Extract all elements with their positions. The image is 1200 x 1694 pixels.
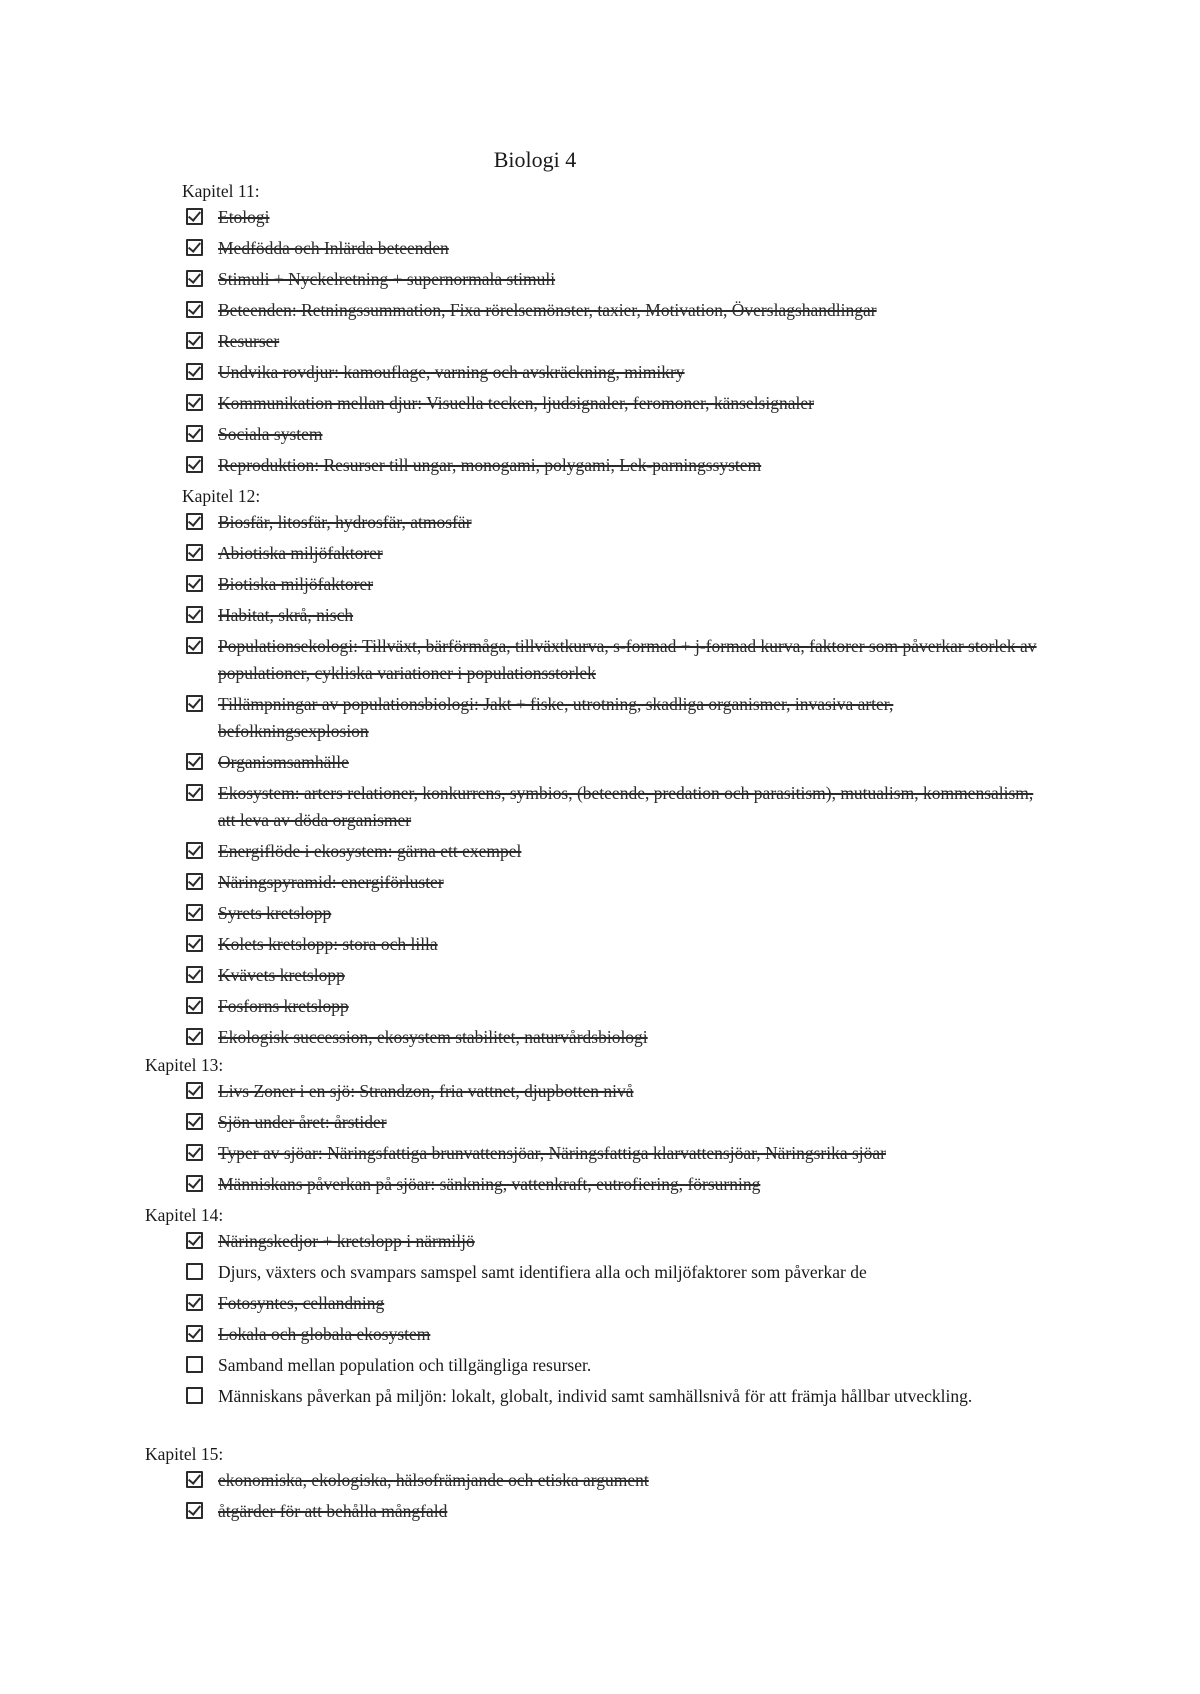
checkmark-icon — [188, 456, 201, 470]
checkmark-icon — [188, 332, 201, 346]
checkmark-icon — [188, 606, 201, 620]
checklist-item-text: Abiotiska miljöfaktorer — [218, 543, 383, 563]
checklist-item[interactable] — [0, 780, 1038, 838]
checklist-item-text: Kommunikation mellan djur: Visuella tecken, ljudsignaler, feromoner, känselsignaler — [218, 393, 814, 413]
checklist-item-text: Människans påverkan på miljön: lokalt, globalt, individ samt samhällsnivå för att främja hållbar utveckling. — [218, 1386, 973, 1406]
checklist-item[interactable] — [0, 1259, 1038, 1290]
document-title: Biologi 4 — [493, 147, 577, 172]
checklist-item-text: Näringspyramid: energiförluster — [218, 872, 444, 892]
checkmark-icon — [188, 904, 201, 918]
section-kapitel-14 — [0, 1202, 1200, 1441]
checkmark-icon — [188, 753, 201, 767]
checklist-item[interactable] — [0, 452, 1038, 483]
checklist-item-text: Fosforns kretslopp — [218, 996, 349, 1016]
section-heading: Kapitel 13: — [145, 1055, 224, 1075]
checkbox-icon[interactable] — [186, 637, 203, 654]
checkmark-icon — [188, 966, 201, 980]
checkbox-icon[interactable] — [186, 1502, 203, 1519]
checkbox-icon[interactable] — [186, 1387, 203, 1404]
checklist-item-text: Etologi — [218, 207, 270, 227]
checkbox-icon[interactable] — [186, 425, 203, 442]
checkbox-icon[interactable] — [186, 873, 203, 890]
checkmark-icon — [188, 239, 201, 253]
checkbox-icon[interactable] — [186, 753, 203, 770]
checklist-item-text: Kolets kretslopp: stora och lilla — [218, 934, 438, 954]
checkbox-icon[interactable] — [186, 1263, 203, 1280]
section-heading: Kapitel 12: — [182, 486, 261, 506]
checkbox-icon[interactable] — [186, 606, 203, 623]
checkmark-icon — [188, 301, 201, 315]
checklist-item-text: Syrets kretslopp — [218, 903, 332, 923]
checkbox-icon[interactable] — [186, 1113, 203, 1130]
checkmark-icon — [188, 784, 201, 798]
checklist-item-text: Organismsamhälle — [218, 752, 349, 772]
checkbox-icon[interactable] — [186, 1232, 203, 1249]
checklist-item[interactable] — [0, 900, 1038, 931]
checkmark-icon — [188, 842, 201, 856]
checkbox-icon[interactable] — [186, 695, 203, 712]
checklist-item-text: Undvika rovdjur: kamouflage, varning och avskräckning, mimikry — [218, 362, 685, 382]
checkmark-icon — [188, 1113, 201, 1127]
checkmark-icon — [188, 270, 201, 284]
checklist-item[interactable] — [0, 359, 1038, 390]
checkmark-icon — [188, 513, 201, 527]
checklist-item[interactable] — [0, 297, 1038, 328]
checklist-item[interactable] — [0, 571, 1038, 602]
checkbox-icon[interactable] — [186, 1471, 203, 1488]
checklist-item[interactable] — [0, 328, 1038, 359]
checkbox-icon[interactable] — [186, 456, 203, 473]
checklist-item-text: Tillämpningar av populationsbiologi: Jakt + fiske, utrotning, skadliga organismer, invasiva arter, befolkningsexplosion — [218, 694, 894, 741]
checklist-item-text: Energiflöde i ekosystem: gärna ett exempel — [218, 841, 522, 861]
checkmark-icon — [188, 873, 201, 887]
checklist-item[interactable] — [0, 993, 1038, 1024]
checkbox-icon[interactable] — [186, 1356, 203, 1373]
checklist — [0, 509, 1200, 1055]
checkmark-icon — [188, 1502, 201, 1516]
checkbox-icon[interactable] — [186, 784, 203, 801]
checkmark-icon — [188, 1325, 201, 1339]
checklist-item-text: åtgärder för att behålla mångfald — [218, 1501, 448, 1521]
checklist-item[interactable] — [0, 390, 1038, 421]
checklist — [0, 1467, 1200, 1529]
checkbox-icon[interactable] — [186, 1325, 203, 1342]
section-kapitel-13 — [0, 1052, 1200, 1202]
checkbox-icon[interactable] — [186, 394, 203, 411]
checklist-item[interactable] — [0, 509, 1038, 540]
checklist-item-text: Sociala system — [218, 424, 323, 444]
checklist-item[interactable] — [0, 633, 1038, 691]
checklist-item[interactable] — [0, 749, 1038, 780]
checklist-item[interactable] — [0, 1498, 1038, 1529]
checkbox-icon[interactable] — [186, 208, 203, 225]
checklist-item[interactable] — [0, 1109, 1038, 1140]
checklist-item[interactable] — [0, 1352, 1038, 1383]
checklist-item-text: Djurs, växters och svampars samspel samt identifiera alla och miljöfaktorer som påverkar de — [218, 1262, 867, 1282]
checklist-item[interactable] — [0, 235, 1038, 266]
checkbox-icon[interactable] — [186, 966, 203, 983]
checklist — [0, 204, 1200, 483]
checkbox-icon[interactable] — [186, 363, 203, 380]
section-kapitel-12 — [0, 483, 1200, 1055]
checklist-item[interactable] — [0, 869, 1038, 900]
checkmark-icon — [188, 935, 201, 949]
checkmark-icon — [188, 1082, 201, 1096]
checkbox-icon[interactable] — [186, 842, 203, 859]
checkbox-icon[interactable] — [186, 301, 203, 318]
checkbox-icon[interactable] — [186, 332, 203, 349]
section-heading: Kapitel 14: — [145, 1205, 224, 1225]
checklist-item-text: Lokala och globala ekosystem — [218, 1324, 431, 1344]
checklist-item-text: Ekologisk succession, ekosystem stabilitet, naturvårdsbiologi — [218, 1027, 648, 1047]
checklist-item-text: Populationsekologi: Tillväxt, bärförmåga, tillväxtkurva, s-formad + j-formad kurva, faktorer som påverkar storlek av populationer, cykliska variationer i populationsstorlek — [218, 636, 1037, 683]
checklist-item[interactable] — [0, 1321, 1038, 1352]
checklist-item-text: Näringskedjor + kretslopp i närmiljö — [218, 1231, 475, 1251]
checklist-item[interactable] — [0, 1228, 1038, 1259]
checkmark-icon — [188, 637, 201, 651]
checkbox-icon[interactable] — [186, 935, 203, 952]
checkbox-icon[interactable] — [186, 239, 203, 256]
checklist-item[interactable] — [0, 266, 1038, 297]
checklist-item[interactable] — [0, 931, 1038, 962]
checklist-item[interactable] — [0, 1171, 1038, 1202]
checkmark-icon — [188, 1471, 201, 1485]
section-kapitel-15 — [0, 1441, 1200, 1529]
checklist-item[interactable] — [0, 1078, 1038, 1109]
checklist — [0, 1228, 1200, 1441]
checklist-item-text: Ekosystem: arters relationer, konkurrens, symbios, (beteende, predation och parasitism), mutualism, kommensalism, att leva av döda organismer — [218, 783, 1034, 830]
section-heading: Kapitel 15: — [145, 1444, 224, 1464]
checkbox-icon[interactable] — [186, 997, 203, 1014]
checkbox-icon[interactable] — [186, 270, 203, 287]
checkbox-icon[interactable] — [186, 1294, 203, 1311]
checkmark-icon — [188, 208, 201, 222]
checklist-item[interactable] — [0, 1383, 1038, 1441]
checklist-item[interactable] — [0, 838, 1038, 869]
checkbox-icon[interactable] — [186, 575, 203, 592]
checkbox-icon[interactable] — [186, 544, 203, 561]
checklist-item[interactable] — [0, 204, 1038, 235]
checklist-item-text: Beteenden: Retningssummation, Fixa rörelsemönster, taxier, Motivation, Överslagshandlingar — [218, 300, 877, 320]
checklist-item-text: Typer av sjöar: Näringsfattiga brunvattensjöar, Näringsfattiga klarvattensjöar, Näringsrika sjöar — [218, 1143, 886, 1163]
checklist-item[interactable] — [0, 1290, 1038, 1321]
checklist-item-text: Biotiska miljöfaktorer — [218, 574, 374, 594]
checklist-item[interactable] — [0, 1024, 1038, 1055]
checkmark-icon — [188, 544, 201, 558]
checklist-item-text: Sjön under året: årstider — [218, 1112, 387, 1132]
checkbox-icon[interactable] — [186, 1082, 203, 1099]
checkmark-icon — [188, 1028, 201, 1042]
checklist-item-text: Medfödda och Inlärda beteenden — [218, 238, 449, 258]
checklist-item-text: ekonomiska, ekologiska, hälsofrämjande och etiska argument — [218, 1470, 649, 1490]
checklist-item[interactable] — [0, 1140, 1038, 1171]
section-heading: Kapitel 11: — [182, 181, 260, 201]
checklist-item[interactable] — [0, 540, 1038, 571]
checkmark-icon — [188, 394, 201, 408]
checkbox-icon[interactable] — [186, 1028, 203, 1045]
checkmark-icon — [188, 1144, 201, 1158]
checkmark-icon — [188, 575, 201, 589]
checklist — [0, 1078, 1200, 1202]
checkbox-icon[interactable] — [186, 1144, 203, 1161]
checklist-item[interactable] — [0, 421, 1038, 452]
checkbox-icon[interactable] — [186, 513, 203, 530]
checkmark-icon — [188, 1232, 201, 1246]
checklist-item-text: Reproduktion: Resurser till ungar, monogami, polygami, Lek-parningssystem — [218, 455, 762, 475]
checklist-item-text: Habitat, skrå, nisch — [218, 605, 354, 625]
checklist-item[interactable] — [0, 602, 1038, 633]
checklist-item-text: Resurser — [218, 331, 280, 351]
checkmark-icon — [188, 1175, 201, 1189]
checkmark-icon — [188, 425, 201, 439]
checklist-item[interactable] — [0, 691, 1038, 749]
checklist-item[interactable] — [0, 962, 1038, 993]
checkmark-icon — [188, 997, 201, 1011]
checklist-item-text: Stimuli + Nyckelretning + supernormala stimuli — [218, 269, 556, 289]
checklist-item-text: Människans påverkan på sjöar: sänkning, vattenkraft, eutrofiering, försurning — [218, 1174, 761, 1194]
checkmark-icon — [188, 363, 201, 377]
checklist-item[interactable] — [0, 1467, 1038, 1498]
checklist-item-text: Samband mellan population och tillgängliga resurser. — [218, 1355, 592, 1375]
checklist-item-text: Fotosyntes, cellandning — [218, 1293, 385, 1313]
checkbox-icon[interactable] — [186, 1175, 203, 1192]
checkmark-icon — [188, 695, 201, 709]
checkmark-icon — [188, 1294, 201, 1308]
checklist-item-text: Livs Zoner i en sjö: Strandzon, fria vattnet, djupbotten nivå — [218, 1081, 634, 1101]
checklist-item-text: Kvävets kretslopp — [218, 965, 345, 985]
section-kapitel-11 — [0, 178, 1200, 483]
checklist-item-text: Biosfär, litosfär, hydrosfär, atmosfär — [218, 512, 472, 532]
checkbox-icon[interactable] — [186, 904, 203, 921]
